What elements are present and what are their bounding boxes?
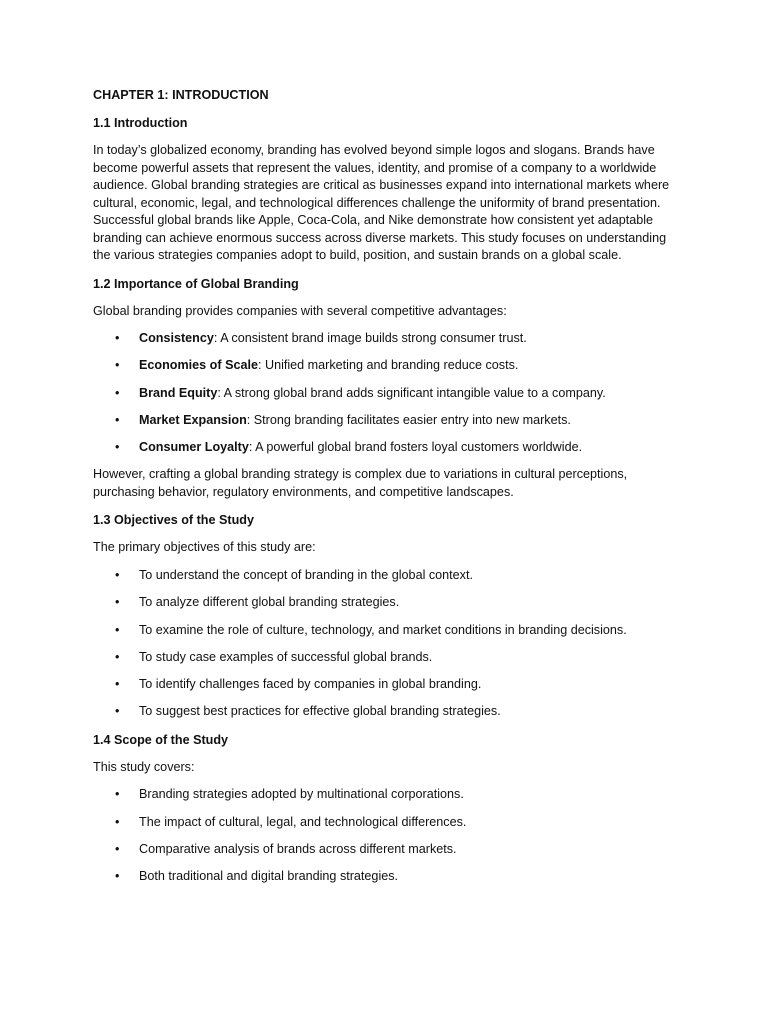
section-heading-objectives: 1.3 Objectives of the Study	[93, 513, 254, 528]
list-item	[93, 567, 673, 585]
list-item-text: : A strong global brand adds significant intangible value to a company.	[217, 385, 606, 400]
list-item-text: Comparative analysis of brands across different markets.	[139, 841, 457, 856]
list-item-text: : Unified marketing and branding reduce costs.	[257, 358, 519, 373]
section-heading-introduction: 1.1 Introduction	[93, 116, 188, 130]
bullet-icon: •	[115, 412, 120, 427]
list-item	[93, 786, 673, 804]
bullet-icon: •	[115, 567, 120, 582]
list-item	[93, 676, 673, 694]
list-item-text: Branding strategies adopted by multinational corporations.	[139, 787, 464, 802]
list-item-text: : A consistent brand image builds strong consumer trust.	[213, 331, 527, 345]
list-item-text: To identify challenges faced by companies in global branding.	[139, 677, 482, 692]
list-item	[93, 330, 673, 348]
bullet-icon: •	[115, 787, 120, 802]
list-item-text: : A powerful global brand fosters loyal customers worldwide.	[248, 440, 583, 455]
list-item	[93, 385, 673, 403]
list-item-text: To understand the concept of branding in the global context.	[139, 567, 473, 582]
list-item-text: To study case examples of successful global brands.	[139, 649, 433, 664]
bullet-icon: •	[115, 440, 120, 455]
list-item	[93, 649, 673, 667]
list-item-term: Brand Equity	[139, 385, 218, 400]
importance-list	[93, 330, 673, 457]
list-item-text: : Strong branding facilitates easier entry into new markets.	[246, 412, 571, 427]
objectives-list	[93, 567, 673, 721]
list-item	[93, 439, 673, 457]
bullet-icon: •	[115, 622, 120, 637]
introduction-paragraph: In today’s globalized economy, branding has evolved beyond simple logos and slogans. Brands have become powerful assets that represent the values, identity, and promise of a company to a worldwide audience. Global branding strategies are critical as businesses expand into international markets where cultural, economic, legal, and technological differences challenge the uniformity of brand presentation. Successful global brands like Apple, Coca-Cola, and Nike demonstrate how consistent yet adaptable branding can achieve enormous success across diverse markets. This study focuses on understanding the various strategies companies adopt to build, position, and sustain brands on a global scale.	[93, 143, 670, 262]
bullet-icon: •	[115, 677, 120, 692]
list-item-term: Consistency	[139, 331, 214, 345]
list-item-text: The impact of cultural, legal, and technological differences.	[139, 814, 467, 829]
list-item	[93, 357, 673, 375]
scope-intro: This study covers:	[93, 759, 195, 774]
bullet-icon: •	[115, 704, 120, 719]
bullet-icon: •	[115, 814, 120, 829]
bullet-icon: •	[115, 841, 120, 856]
list-item	[93, 841, 673, 859]
list-item-term: Economies of Scale	[139, 358, 258, 373]
list-item	[93, 622, 673, 640]
list-item-text: To analyze different global branding strategies.	[139, 595, 400, 610]
list-item	[93, 594, 673, 612]
bullet-icon: •	[115, 385, 120, 400]
list-item	[93, 868, 673, 886]
bullet-icon: •	[115, 331, 120, 345]
chapter-title: CHAPTER 1: INTRODUCTION	[93, 88, 269, 102]
list-item	[93, 814, 673, 832]
section-heading-scope: 1.4 Scope of the Study	[93, 732, 229, 747]
document-page	[93, 86, 673, 895]
scope-list	[93, 786, 673, 885]
section-heading-importance: 1.2 Importance of Global Branding	[93, 276, 299, 291]
list-item-term: Consumer Loyalty	[139, 440, 249, 455]
bullet-icon: •	[115, 358, 120, 373]
list-item-text: To suggest best practices for effective global branding strategies.	[139, 704, 501, 719]
importance-intro: Global branding provides companies with several competitive advantages:	[93, 303, 507, 318]
importance-closing: However, crafting a global branding strategy is complex due to variations in cultural perceptions, purchasing behavior, regulatory environments, and competitive landscapes.	[93, 467, 628, 499]
list-item-text: To examine the role of culture, technology, and market conditions in branding decisions.	[139, 622, 627, 637]
bullet-icon: •	[115, 595, 120, 610]
bullet-icon: •	[115, 649, 120, 664]
list-item-text: Both traditional and digital branding strategies.	[139, 869, 399, 884]
list-item	[93, 703, 673, 721]
list-item	[93, 412, 673, 430]
objectives-intro: The primary objectives of this study are:	[93, 540, 316, 555]
list-item-term: Market Expansion	[139, 412, 247, 427]
bullet-icon: •	[115, 869, 120, 884]
